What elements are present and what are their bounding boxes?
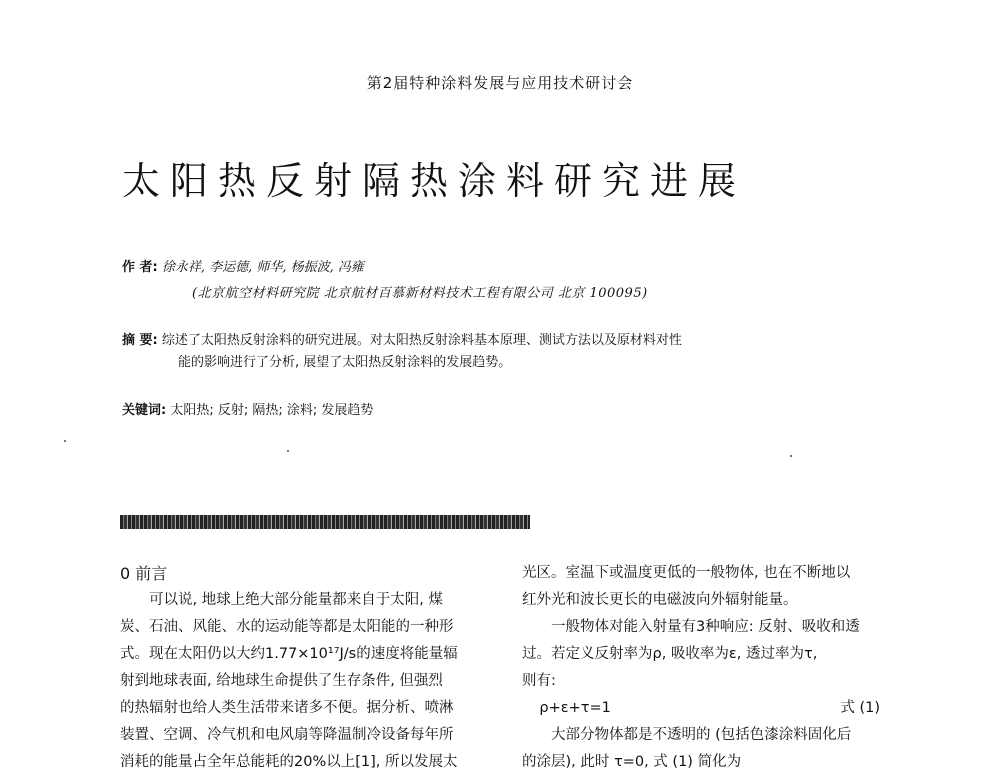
decorative-divider-band: [120, 515, 530, 529]
authors-line: [122, 257, 364, 279]
scan-speck: [287, 450, 289, 452]
body-line: 大部分物体都是不透明的 (包括色漆涂料固化后: [551, 727, 852, 743]
body-line: 装置、空调、冷气机和电风扇等降温制冷设备每年所: [120, 727, 454, 743]
keywords-label: 关键词:: [122, 403, 167, 418]
body-line: 可以说, 地球上绝大部分能量都来自于太阳, 煤: [149, 592, 443, 608]
equation-row: [522, 695, 894, 722]
affiliation: (北京航空材料研究院 北京航材百慕新材料技术工程有限公司 北京 100095): [192, 286, 648, 301]
column-right: [522, 560, 894, 776]
scan-speck: [64, 440, 66, 442]
body-line: 炭、石油、风能、水的运动能等都是太阳能的一种形: [120, 619, 454, 635]
body-line: 则有:: [522, 673, 556, 689]
scan-speck: [790, 455, 792, 457]
conference-header: 第2届特种涂料发展与应用技术研讨会: [366, 74, 634, 92]
body-line: 的涂层), 此时 τ=0, 式 (1) 简化为: [522, 754, 742, 770]
body-line: 红外光和波长更长的电磁波向外辐射能量。: [522, 592, 798, 608]
body-line: 消耗的能量占全年总能耗的20%以上[1], 所以发展太: [120, 754, 458, 770]
abstract-label: 摘 要:: [122, 333, 158, 348]
abstract: [122, 330, 822, 374]
body-line: 式。现在太阳仍以大约1.77×10¹⁷J/s的速度将能量辐: [120, 646, 458, 662]
equation: ρ+ε+τ=1: [539, 700, 611, 716]
body-line: 射到地球表面, 给地球生命提供了生存条件, 但强烈: [120, 673, 443, 689]
authors-label: 作 者:: [122, 260, 158, 275]
keywords: [122, 400, 373, 422]
body-line: 的热辐射也给人类生活带来诸多不便。据分析、喷淋: [120, 700, 454, 716]
abstract-line-2: 能的影响进行了分析, 展望了太阳热反射涂料的发展趋势。: [178, 355, 512, 370]
paper-title: 太阳热反射隔热涂料研究进展: [122, 159, 747, 203]
body-line: 过。若定义反射率为ρ, 吸收率为ε, 透过率为τ,: [522, 646, 818, 662]
keywords-text: 太阳热; 反射; 隔热; 涂料; 发展趋势: [170, 403, 374, 418]
column-left: [120, 560, 492, 776]
body-line: 光区。室温下或温度更低的一般物体, 也在不断地以: [522, 565, 851, 581]
section-heading: 0 前言: [120, 564, 168, 583]
equation-label: 式 (1): [840, 700, 880, 716]
abstract-line-1: 综述了太阳热反射涂料的研究进展。对太阳热反射涂料基本原理、测试方法以及原材料对性: [161, 333, 682, 348]
body-line: 一般物体对能入射量有3种响应: 反射、吸收和透: [551, 619, 860, 635]
authors-names: 徐永祥, 李运德, 师华, 杨振波, 冯雍: [161, 260, 364, 275]
